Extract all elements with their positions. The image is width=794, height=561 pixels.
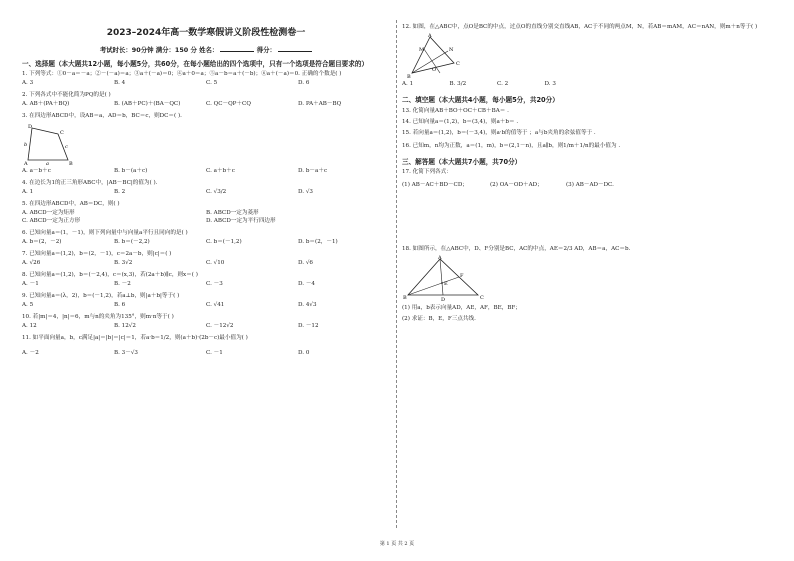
option: A. ABCD一定为矩形 xyxy=(22,210,75,217)
label-e: E xyxy=(444,281,448,288)
question-5: 5. 在四边形ABCD中，AB＝DC，则( ) xyxy=(22,201,120,208)
page-footer: 第 1 页 共 2 页 xyxy=(379,541,415,547)
question-14: 14. 已知向量a＝(1,2)，b＝(3,4)，则a＋b＝ . xyxy=(402,119,519,126)
option: D. 0 xyxy=(298,350,310,357)
score-field[interactable] xyxy=(278,45,312,52)
label-o: O xyxy=(432,66,437,73)
label-n: N xyxy=(449,46,454,53)
question-9-options xyxy=(22,302,390,309)
right-column xyxy=(402,22,774,325)
question-10: 10. 若|m|＝4，|n|＝6，m与n的夹角为135°，则m·n等于( ) xyxy=(22,314,174,321)
label-b: B xyxy=(403,295,407,302)
question-1-options xyxy=(22,80,390,87)
question-7-options xyxy=(22,260,390,267)
question-9: 9. 已知向量a＝(λ，2)，b＝(－1,2)，若a⊥b，则|a＋b|等于( ) xyxy=(22,293,180,300)
option: B. 4 xyxy=(114,80,126,87)
label-c: C xyxy=(456,60,460,67)
option: A. AB＋(PA＋BQ) xyxy=(22,101,70,108)
sub-item: (3) AB－AD－DC. xyxy=(566,182,614,189)
option: D. √3 xyxy=(298,189,313,196)
option: C. QC－QP＋CQ xyxy=(206,101,251,108)
option: D. 4√3 xyxy=(298,302,317,309)
question-2-options xyxy=(22,101,390,108)
triangle-bef-figure xyxy=(402,255,492,301)
section-choice-heading: 一、选择题（本大题共12小题，每小题5分，共60分，在每小题给出的四个选项中，只有一个选项是符合题目要求的） xyxy=(22,60,369,69)
left-column xyxy=(22,22,390,362)
question-15: 15. 若向量a＝(1,2)，b＝(－3,4)，则a·b的值等于 ；a与b夹角的余弦值等于 . xyxy=(402,130,596,137)
label-m: M xyxy=(419,46,425,53)
option: C. √3/2 xyxy=(206,189,227,196)
score-label: 得分： xyxy=(256,46,276,55)
option: A. 5 xyxy=(22,302,34,309)
option: C. ABCD一定为正方形 xyxy=(22,218,81,225)
label-f: F xyxy=(460,273,464,280)
option: B. 3/2 xyxy=(449,80,467,87)
option: A. a－b＋c xyxy=(22,168,51,175)
question-4-options xyxy=(22,189,390,196)
label-c: C xyxy=(60,130,64,137)
option: B. 6 xyxy=(114,302,126,309)
option: A. 3 xyxy=(22,80,34,87)
option: C. －3 xyxy=(206,281,223,288)
option: B. 12√2 xyxy=(114,323,136,330)
question-18-part-1: (1) 用a，b表示向量AD，AE，AF，BE，BF； xyxy=(402,305,521,312)
exam-info xyxy=(22,45,390,54)
option: B. 2 xyxy=(114,189,126,196)
option: A. －2 xyxy=(22,350,39,357)
question-7: 7. 已知向量a＝(1,2)，b＝(2，－1)，c＝2a－b，则|c|＝( ) xyxy=(22,251,172,258)
question-8: 8. 已知向量a＝(1,2)，b＝(－2,4)，c＝(x,3)，若(2a＋b)∥c，则x＝( ) xyxy=(22,272,198,279)
question-6-options xyxy=(22,239,390,246)
label-vec-c: c xyxy=(65,144,68,151)
question-12: 12. 如图，在△ABC中，点O是BC的中点，过点O的直线分别交直线AB，AC于不同的两点M，N，若AB＝mAM，AC＝nAN，则m＋n等于( ) xyxy=(402,24,758,30)
column-divider xyxy=(396,20,397,528)
question-18-part-2: (2) 求证：B，E，F三点共线. xyxy=(402,316,476,323)
option: C. 2 xyxy=(497,80,509,87)
question-1: 1. 下列等式：①0－a＝－a；②－(－a)＝a；③a＋(－a)＝0；④a＋0＝a；⑤a－b＝a＋(－b)；⑥a＋(－a)＝0. 正确的个数是( ) xyxy=(22,71,342,78)
option: B. 3√2 xyxy=(114,260,133,267)
option: D. 6 xyxy=(298,80,310,87)
option: A. 1 xyxy=(22,189,34,196)
label-a: A xyxy=(428,32,432,39)
question-4: 4. 在边长为1的正三角形ABC中，|AB－BC|的值为( ). xyxy=(22,180,158,187)
option: D. －12 xyxy=(298,323,319,330)
line-ad xyxy=(440,259,443,295)
label-vec-b: b xyxy=(24,142,28,149)
label-d: D xyxy=(28,124,33,131)
option: D. 3 xyxy=(544,80,556,87)
label-a: A xyxy=(438,255,442,262)
option: A. 1 xyxy=(402,80,414,87)
answer-space xyxy=(402,194,774,244)
option: B. 3－√3 xyxy=(114,350,138,357)
question-10-options xyxy=(22,323,390,330)
question-18: 18. 如图所示，在△ABC中，D、F分别是BC，AC的中点，AE＝2/3 AD，AB＝a，AC＝b. xyxy=(402,246,631,253)
label-b: B xyxy=(407,73,411,79)
option: A. －1 xyxy=(22,281,39,288)
option: C. √10 xyxy=(206,260,225,267)
point-e xyxy=(441,282,443,284)
option: C. 5 xyxy=(206,80,218,87)
label-vec-a: a xyxy=(46,161,49,167)
quadrilateral-figure xyxy=(22,122,82,166)
option: B. －2 xyxy=(114,281,131,288)
question-6: 6. 已知向量a＝(1，－1)，则下列向量中与向量a平行且同向的是( ) xyxy=(22,230,188,237)
question-17-items xyxy=(402,182,774,189)
question-13: 13. 化简向量AB＋BO＋OC＋CB＋BA＝ . xyxy=(402,108,509,115)
question-5-options-1 xyxy=(22,210,390,217)
option: B. b＝(－2,2) xyxy=(114,239,150,246)
section-fill-heading: 二、填空题（本大题共4小题，每小题5分，共20分） xyxy=(402,95,559,104)
option: D. b－a＋c xyxy=(298,168,328,175)
option: B. b－(a＋c) xyxy=(114,168,148,175)
option: C. b＝(－1,2) xyxy=(206,239,242,246)
triangle-mno-figure xyxy=(406,33,466,79)
triangle-abc-shape xyxy=(408,259,478,295)
label-a: A xyxy=(24,161,28,167)
question-17: 17. 化简下列各式： xyxy=(402,169,452,176)
label-d: D xyxy=(441,297,446,302)
option: D. √6 xyxy=(298,260,313,267)
question-5-options-2 xyxy=(22,218,390,225)
question-3-options xyxy=(22,168,390,175)
option: A. b＝(2，－2) xyxy=(22,239,62,246)
option: A. √26 xyxy=(22,260,41,267)
sub-item: (1) AB－AC＋BD－CD； xyxy=(402,182,468,189)
option: D. b＝(2，－1) xyxy=(298,239,338,246)
question-11-options xyxy=(22,350,390,357)
question-3: 3. 在四边形ABCD中，设AB＝a，AD＝b，BC＝c，则DC＝( ). xyxy=(22,113,182,120)
section-answer-heading: 三、解答题（本大题共7小题，共70分） xyxy=(402,158,522,167)
question-11: 11. 如平面向量a，b，c满足|a|＝|b|＝|c|＝1，若a·b＝1/2，则(a＋b)·(2b－c)最小值为( ) xyxy=(22,335,248,342)
name-field[interactable] xyxy=(220,45,254,52)
option: A. 12 xyxy=(22,323,37,330)
exam-info-text: 考试时长：90分钟 满分：150 分 姓名： xyxy=(99,46,219,55)
option: D. －4 xyxy=(298,281,315,288)
option: D. ABCD一定为平行四边形 xyxy=(206,218,276,225)
option: B. ABCD一定为菱形 xyxy=(206,210,259,217)
question-2: 2. 下列各式中不能化简为PQ的是( ) xyxy=(22,92,111,99)
option: C. √41 xyxy=(206,302,225,309)
option: B. (AB＋PC)＋(BA－QC) xyxy=(114,101,181,108)
option: C. －1 xyxy=(206,350,223,357)
exam-title: 2023–2024年高一数学寒假讲义阶段性检测卷一 xyxy=(106,28,306,38)
question-12-options xyxy=(402,81,592,88)
label-c: C xyxy=(480,295,484,302)
question-16: 16. 已知m，n均为正数，a＝(1，m)，b＝(2,1－n)，且a∥b，则1/m＋1/n的最小值为 . xyxy=(402,143,621,150)
option: C. a＋b＋c xyxy=(206,168,235,175)
label-b: B xyxy=(69,161,73,167)
question-8-options xyxy=(22,281,390,288)
option: C. －12√2 xyxy=(206,323,234,330)
sub-item: (2) OA－OD＋AD； xyxy=(490,182,543,189)
option: D. PA＋AB－BQ xyxy=(298,101,342,108)
